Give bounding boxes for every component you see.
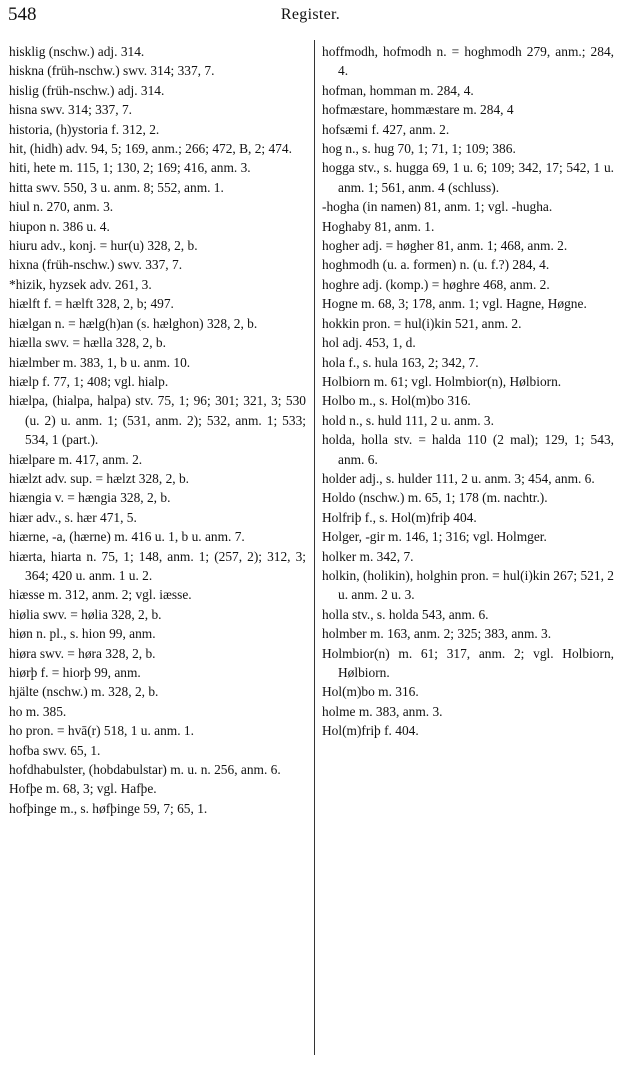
running-title: Register. xyxy=(280,6,341,23)
register-entry: hitta swv. 550, 3 u. anm. 8; 552, anm. 1. xyxy=(9,179,224,195)
register-entry: hoghmodh (u. a. formen) n. (u. f.?) 284, 4. xyxy=(322,257,550,273)
register-entry: Holbiorn m. 61; vgl. Holmbior(n), Hølbiorn. xyxy=(322,373,562,389)
register-entry: hiul n. 270, anm. 3. xyxy=(9,199,114,215)
register-entry: hofba swv. 65, 1. xyxy=(9,742,101,758)
register-entry: hiørþ f. = hiorþ 99, anm. xyxy=(9,665,141,680)
register-entry: holmber m. 163, anm. 2; 325; 383, anm. 3. xyxy=(322,626,552,642)
register-entry: hisna swv. 314; 337, 7. xyxy=(9,102,132,118)
register-entry: hogher adj. = høgher 81, anm. 1; 468, anm. 2. xyxy=(322,238,568,254)
register-entry: hold n., s. huld 111, 2 u. anm. 3. xyxy=(322,412,494,428)
register-entry: hisklig (nschw.) adj. 314. xyxy=(9,44,145,59)
register-entry: hofmæstare, hommæstare m. 284, 4 xyxy=(322,102,514,118)
register-entry: Holbo m., s. Hol(m)bo 316. xyxy=(322,393,471,409)
register-entry: Holdo (nschw.) m. 65, 1; 178 (m. nachtr.). xyxy=(322,490,548,506)
register-entry: hiti, hete m. 115, 1; 130, 2; 169; 416, anm. 3. xyxy=(9,160,251,176)
register-entry: hiængia v. = hængia 328, 2, b. xyxy=(9,490,171,506)
register-entry: hofþinge m., s. høfþinge 59, 7; 65, 1. xyxy=(9,800,208,816)
register-entry: holla stv., s. holda 543, anm. 6. xyxy=(322,606,489,622)
register-entry: holker m. 342, 7. xyxy=(322,548,414,564)
register-entry: hiælzt adv. sup. = hælzt 328, 2, b. xyxy=(9,470,190,486)
register-entry: hiælgan n. = hælg(h)an (s. hælghon) 328, 2, b. xyxy=(9,315,258,331)
register-entry: Hol(m)friþ f. 404. xyxy=(322,723,419,739)
register-entry: hiælpare m. 417, anm. 2. xyxy=(9,451,143,467)
register-entry: holme m. 383, anm. 3. xyxy=(322,703,443,719)
register-entry: hiær adv., s. hær 471, 5. xyxy=(9,509,137,525)
register-entry: hislig (früh-nschw.) adj. 314. xyxy=(9,82,165,98)
register-entry: -hogha (in namen) 81, anm. 1; vgl. -hugha. xyxy=(322,199,553,215)
register-entry: hiskna (früh-nschw.) swv. 314; 337, 7. xyxy=(9,63,215,79)
register-entry: ho m. 385. xyxy=(9,703,67,719)
register-entry: Hofþe m. 68, 3; vgl. Hafþe. xyxy=(9,781,157,797)
register-entry: hofdhabulster, (hobdabulstar) m. u. n. 256, anm. 6. xyxy=(9,762,281,778)
register-entry: hiælmber m. 383, 1, b u. anm. 10. xyxy=(9,354,191,370)
left-column xyxy=(9,42,306,818)
register-entry: Hol(m)bo m. 316. xyxy=(322,684,419,700)
register-entry: Hoghaby 81, anm. 1. xyxy=(322,218,435,234)
register-entry: hol adj. 453, 1, d. xyxy=(322,335,416,351)
register-entry: historia, (h)ystoria f. 312, 2. xyxy=(9,121,160,137)
register-entry: hit, (hidh) adv. 94, 5; 169, anm.; 266; 472, B, 2; 474. xyxy=(9,141,292,157)
register-entry: hjälte (nschw.) m. 328, 2, b. xyxy=(9,684,159,700)
right-column xyxy=(322,42,614,741)
register-entry: Holmbior(n) m. 61; 317, anm. 2; vgl. Holbiorn, Hølbiorn. xyxy=(322,645,614,680)
register-entry: *hizik, hyzsek adv. 261, 3. xyxy=(9,276,152,292)
register-entry: hola f., s. hula 163, 2; 342, 7. xyxy=(322,354,479,370)
page-number: 548 xyxy=(8,4,37,25)
register-entry: hofman, homman m. 284, 4. xyxy=(322,82,474,98)
register-entry: hiæsse m. 312, anm. 2; vgl. iæsse. xyxy=(9,587,192,603)
register-entry: hiølia swv. = hølia 328, 2, b. xyxy=(9,606,162,622)
register-entry: Hogne m. 68, 3; 178, anm. 1; vgl. Hagne, Høgne. xyxy=(322,296,587,312)
register-entry: holda, holla stv. = halda 110 (2 mal); 129, 1; 543, anm. 6. xyxy=(322,432,614,467)
register-entry: hiupon n. 386 u. 4. xyxy=(9,218,110,234)
register-entry: hog n., s. hug 70, 1; 71, 1; 109; 386. xyxy=(322,141,516,157)
register-entry: hofsæmi f. 427, anm. 2. xyxy=(322,121,450,137)
register-entry: hiøra swv. = høra 328, 2, b. xyxy=(9,645,156,661)
register-entry: hiuru adv., konj. = hur(u) 328, 2, b. xyxy=(9,238,198,254)
register-entry: hixna (früh-nschw.) swv. 337, 7. xyxy=(9,257,183,273)
register-entry: ho pron. = hvā(r) 518, 1 u. anm. 1. xyxy=(9,723,194,739)
register-entry: hoghre adj. (komp.) = høghre 468, anm. 2. xyxy=(322,276,550,292)
register-entry: hiælla swv. = hælla 328, 2, b. xyxy=(9,335,166,351)
register-entry: hiærta, hiarta n. 75, 1; 148, anm. 1; (257, 2); 312, 3; 364; 420 u. anm. 1 u. 2. xyxy=(9,548,306,583)
column-divider xyxy=(314,40,315,1055)
register-entry: Holger, -gir m. 146, 1; 316; vgl. Holmger. xyxy=(322,529,547,545)
page-header xyxy=(8,4,613,28)
register-entry: hiøn n. pl., s. hion 99, anm. xyxy=(9,626,156,642)
register-entry: holkin, (holikin), holghin pron. = hul(i)kin 267; 521, 2 u. anm. 2 u. 3. xyxy=(322,567,614,603)
register-entry: hiærne, -a, (hærne) m. 416 u. 1, b u. anm. 7. xyxy=(9,529,245,545)
register-entry: hoffmodh, hofmodh n. = hoghmodh 279, anm.; 284, 4. xyxy=(322,44,614,79)
register-entry: Holfriþ f., s. Hol(m)friþ 404. xyxy=(322,509,477,525)
register-entry: hiælpa, (hialpa, halpa) stv. 75, 1; 96; 301; 321, 3; 530 (u. 2) u. anm. 1; (531, anm. 2); 532, anm. 1; 533; 534, 1 (part.). xyxy=(9,393,306,448)
register-entry: hiælft f. = hælft 328, 2, b; 497. xyxy=(9,296,174,312)
register-entry: hokkin pron. = hul(i)kin 521, anm. 2. xyxy=(322,315,522,331)
register-entry: hogga stv., s. hugga 69, 1 u. 6; 109; 342, 17; 542, 1 u. anm. 1; 561, anm. 4 (schluss). xyxy=(322,160,614,195)
register-entry: hiælp f. 77, 1; 408; vgl. hialp. xyxy=(9,373,169,389)
register-entry: holder adj., s. hulder 111, 2 u. anm. 3; 454, anm. 6. xyxy=(322,470,595,486)
